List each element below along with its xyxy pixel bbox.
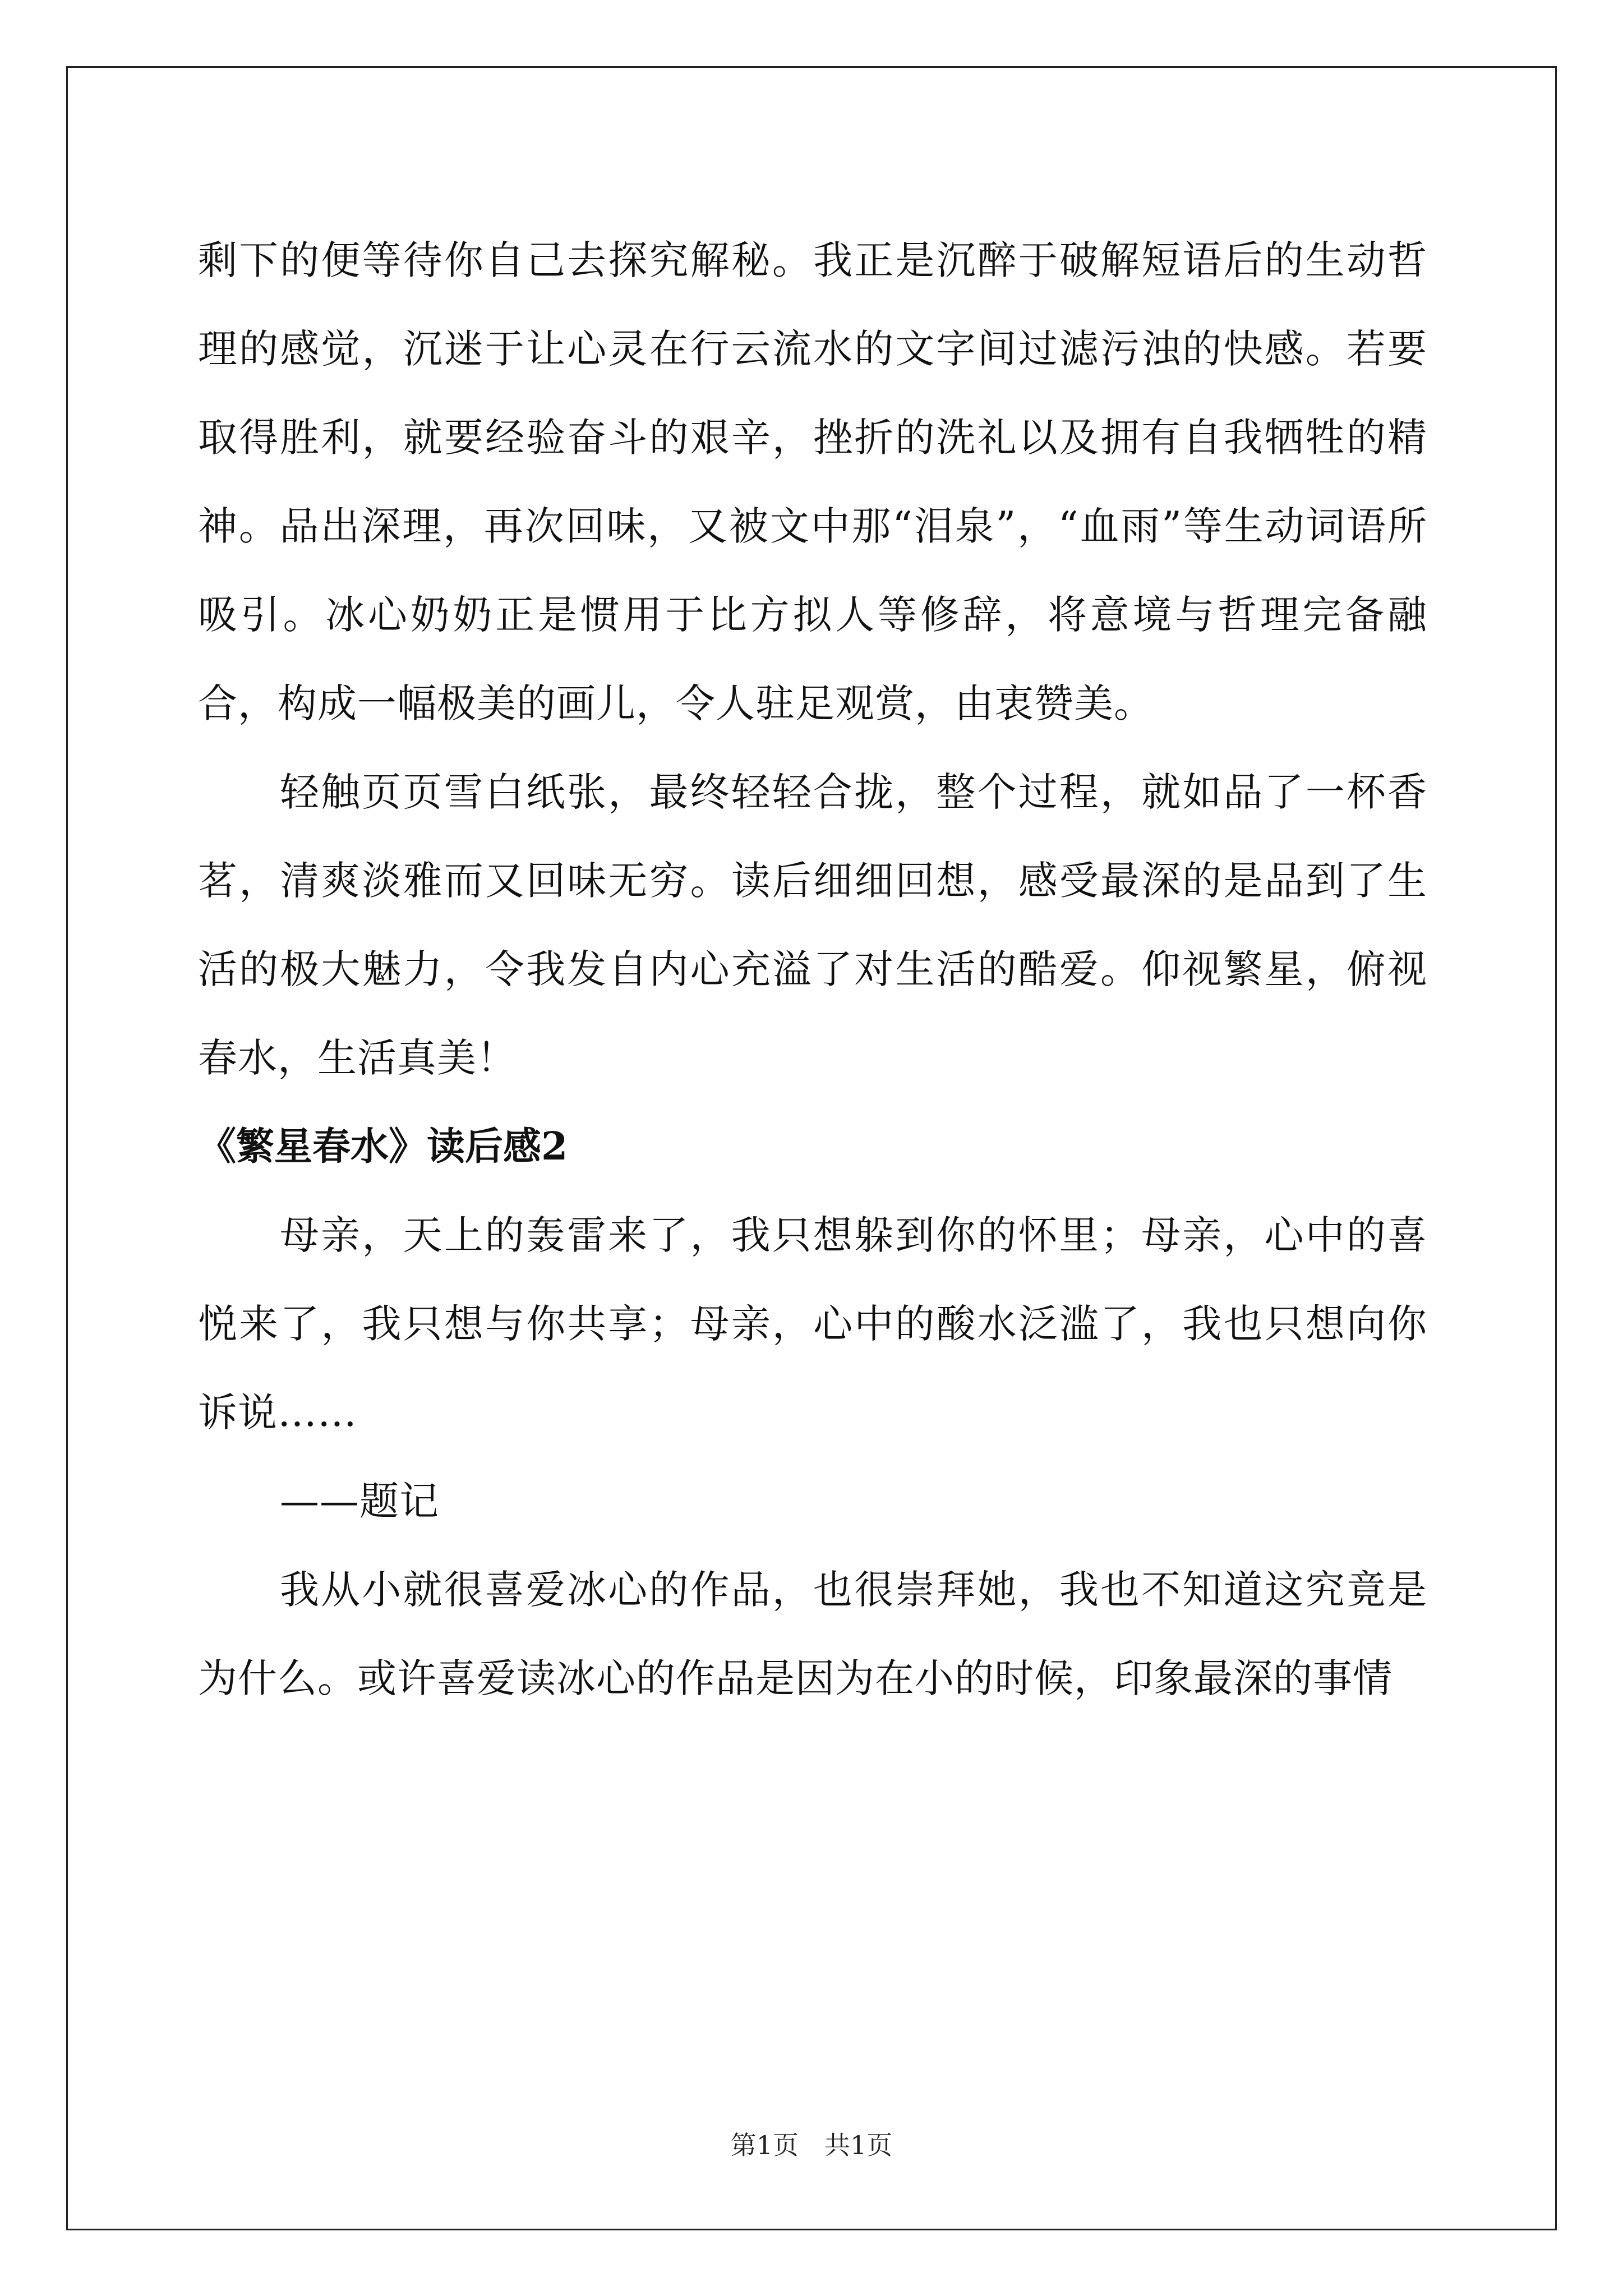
- document-body: [198, 216, 1427, 1723]
- paragraph-mother-address: 母亲，天上的轰雷来了，我只想躲到你的怀里；母亲，心中的喜悦来了，我只想与你共享；母亲，心中的酸水泛滥了，我也只想向你诉说……: [198, 1212, 1427, 1435]
- paragraph-admiration: 我从小就很喜爱冰心的作品，也很崇拜她，我也不知道这究竟是为什么。或许喜爱读冰心的作品是因为在小的时候，印象最深的事情: [198, 1567, 1427, 1701]
- paragraph-continuation: 剩下的便等待你自己去探究解秘。我正是沉醉于破解短语后的生动哲理的感觉，沉迷于让心灵在行云流水的文字间过滤污浊的快感。若要取得胜利，就要经验奋斗的艰辛，挫折的洗礼以及拥有自我牺牲的精神。品出深理，再次回味，又被文中那“泪泉”，“血雨”等生动词语所吸引。冰心奶奶正是惯用于比方拟人等修辞，将意境与哲理完备融合，构成一幅极美的画儿，令人驻足观赏，由衷赞美。: [198, 237, 1427, 726]
- paragraph-closing-reflection: 轻触页页雪白纸张，最终轻轻合拢，整个过程，就如品了一杯香茗，清爽淡雅而又回味无穷。读后细细回想，感受最深的是品到了生活的极大魅力，令我发自内心充溢了对生活的酷爱。仰视繁星，俯视春水，生活真美！: [198, 769, 1427, 1081]
- paragraph-epigraph-note: ——题记: [280, 1478, 439, 1524]
- section-title: 《繁星春水》读后感2: [198, 1124, 568, 1169]
- page-number-footer: 第1页 共1页: [730, 2130, 893, 2160]
